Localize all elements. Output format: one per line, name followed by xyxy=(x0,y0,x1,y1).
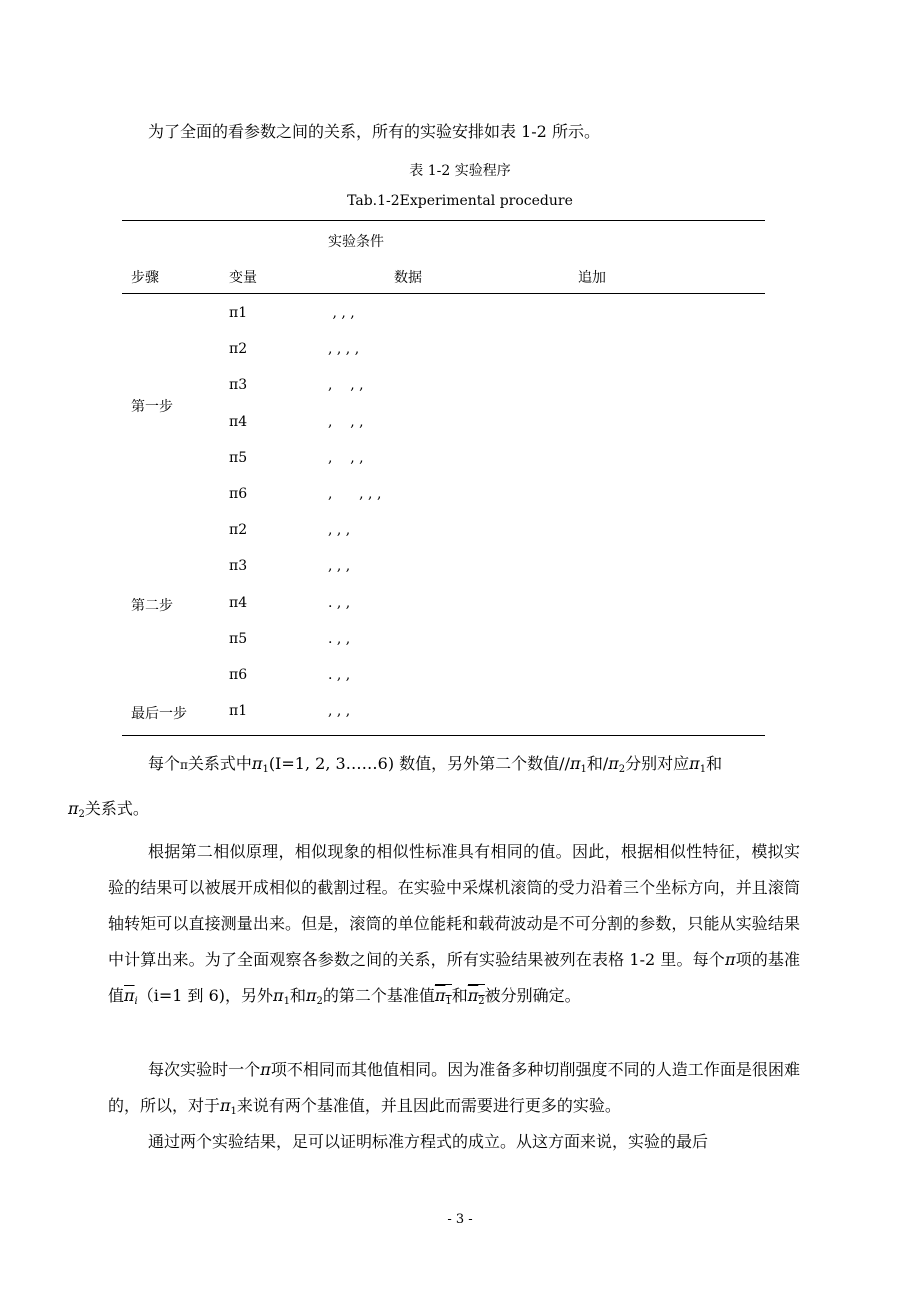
header-step: 步骤 xyxy=(131,270,159,286)
table-cell-data: , , , xyxy=(328,377,364,394)
table-top-rule xyxy=(122,220,765,221)
table-header-rule xyxy=(122,293,765,294)
paragraph-1: 每个π关系式中$\pi_1(I=1$, 2, 3……6) 数值，另外第二个数值$//\pi_1$和$/\pi_2$分别对应$\pi_1$和 $\pi_2$关系式。 xyxy=(68,754,723,820)
header-extra: 追加 xyxy=(578,270,606,286)
table-cell-step: 第一步 xyxy=(131,398,173,415)
table-cell-variable: π3 xyxy=(229,558,248,575)
table-cell-data: , , , , xyxy=(328,486,382,502)
table-cell-data: , , , xyxy=(328,305,355,321)
table-cell-variable: π3 xyxy=(229,377,248,394)
table-cell-data: , , , xyxy=(328,703,351,720)
header-group: 实验条件 xyxy=(328,234,384,250)
table-cell-variable: π5 xyxy=(229,630,248,647)
table-cell-step: 最后一步 xyxy=(131,706,187,723)
page-number: - 3 - xyxy=(447,1212,473,1227)
table-cell-variable: π1 xyxy=(229,305,248,321)
table-cell-variable: π2 xyxy=(229,341,248,358)
table-cell-data: , , , xyxy=(328,522,351,539)
table-cell-variable: π6 xyxy=(229,667,248,683)
table-cell-variable: π2 xyxy=(229,522,248,539)
table-cell-variable: π5 xyxy=(229,449,248,466)
table-bottom-rule xyxy=(122,735,765,736)
paragraph-2: 根据第二相似原理，相似现象的相似性标准具有相同的值。因此，根据相似性特征，模拟实验的结果可以被展开成相似的截割过程。在实验中采煤机滚筒的受力沿着三个坐标方向，并且滚筒轴转矩可以直接测量出来。但是，滚筒的单位能耗和载荷波动是不可分割的参数，只能从实验结果中计算出来。为了全面观察各参数之间的关系，所有实验结果被列在表格 1-2 里。每个π项的基准值$\overline{\pi}_i(i=1$ 到 6)，另外$\pi_1$和$\pi_2$的第二个基准值$\pi_1$和$\pi_2$被分别确定。 xyxy=(108,842,800,1007)
table-caption-en: Tab.1-2Experimental procedure xyxy=(347,193,573,209)
table-cell-data: . , , xyxy=(328,630,351,647)
table-cell-variable: π4 xyxy=(229,413,248,430)
table-caption-cn: 表 1-2 实验程序 xyxy=(409,163,511,179)
table-cell-data: . , , xyxy=(328,667,351,683)
header-variable: 变量 xyxy=(229,270,257,286)
table-cell-data: . , , xyxy=(328,594,351,611)
table-cell-data: , , , xyxy=(328,558,351,575)
header-data: 数据 xyxy=(394,270,422,286)
paragraph-3: 每次实验时一个π项不相同而其他值相同。因为准备多种切削强度不同的人造工作面是很困难的，所以，对于$\pi_1$来说有两个基准值，并且因此而需要进行更多的实验。 xyxy=(108,1060,800,1117)
table-cell-variable: π1 xyxy=(229,703,248,720)
table-cell-data: , , , xyxy=(328,413,364,430)
table-cell-data: , , , , xyxy=(328,341,360,358)
table-cell-variable: π4 xyxy=(229,594,248,611)
table-cell-data: , , , xyxy=(328,449,364,466)
intro-paragraph: 为了全面的看参数之间的关系，所有的实验安排如表 1-2 所示。 xyxy=(148,122,600,141)
paragraph-4: 通过两个实验结果，足可以证明标准方程式的成立。从这方面来说，实验的最后 xyxy=(148,1132,709,1151)
table-cell-step: 第二步 xyxy=(131,597,173,614)
table-cell-variable: π6 xyxy=(229,486,248,502)
